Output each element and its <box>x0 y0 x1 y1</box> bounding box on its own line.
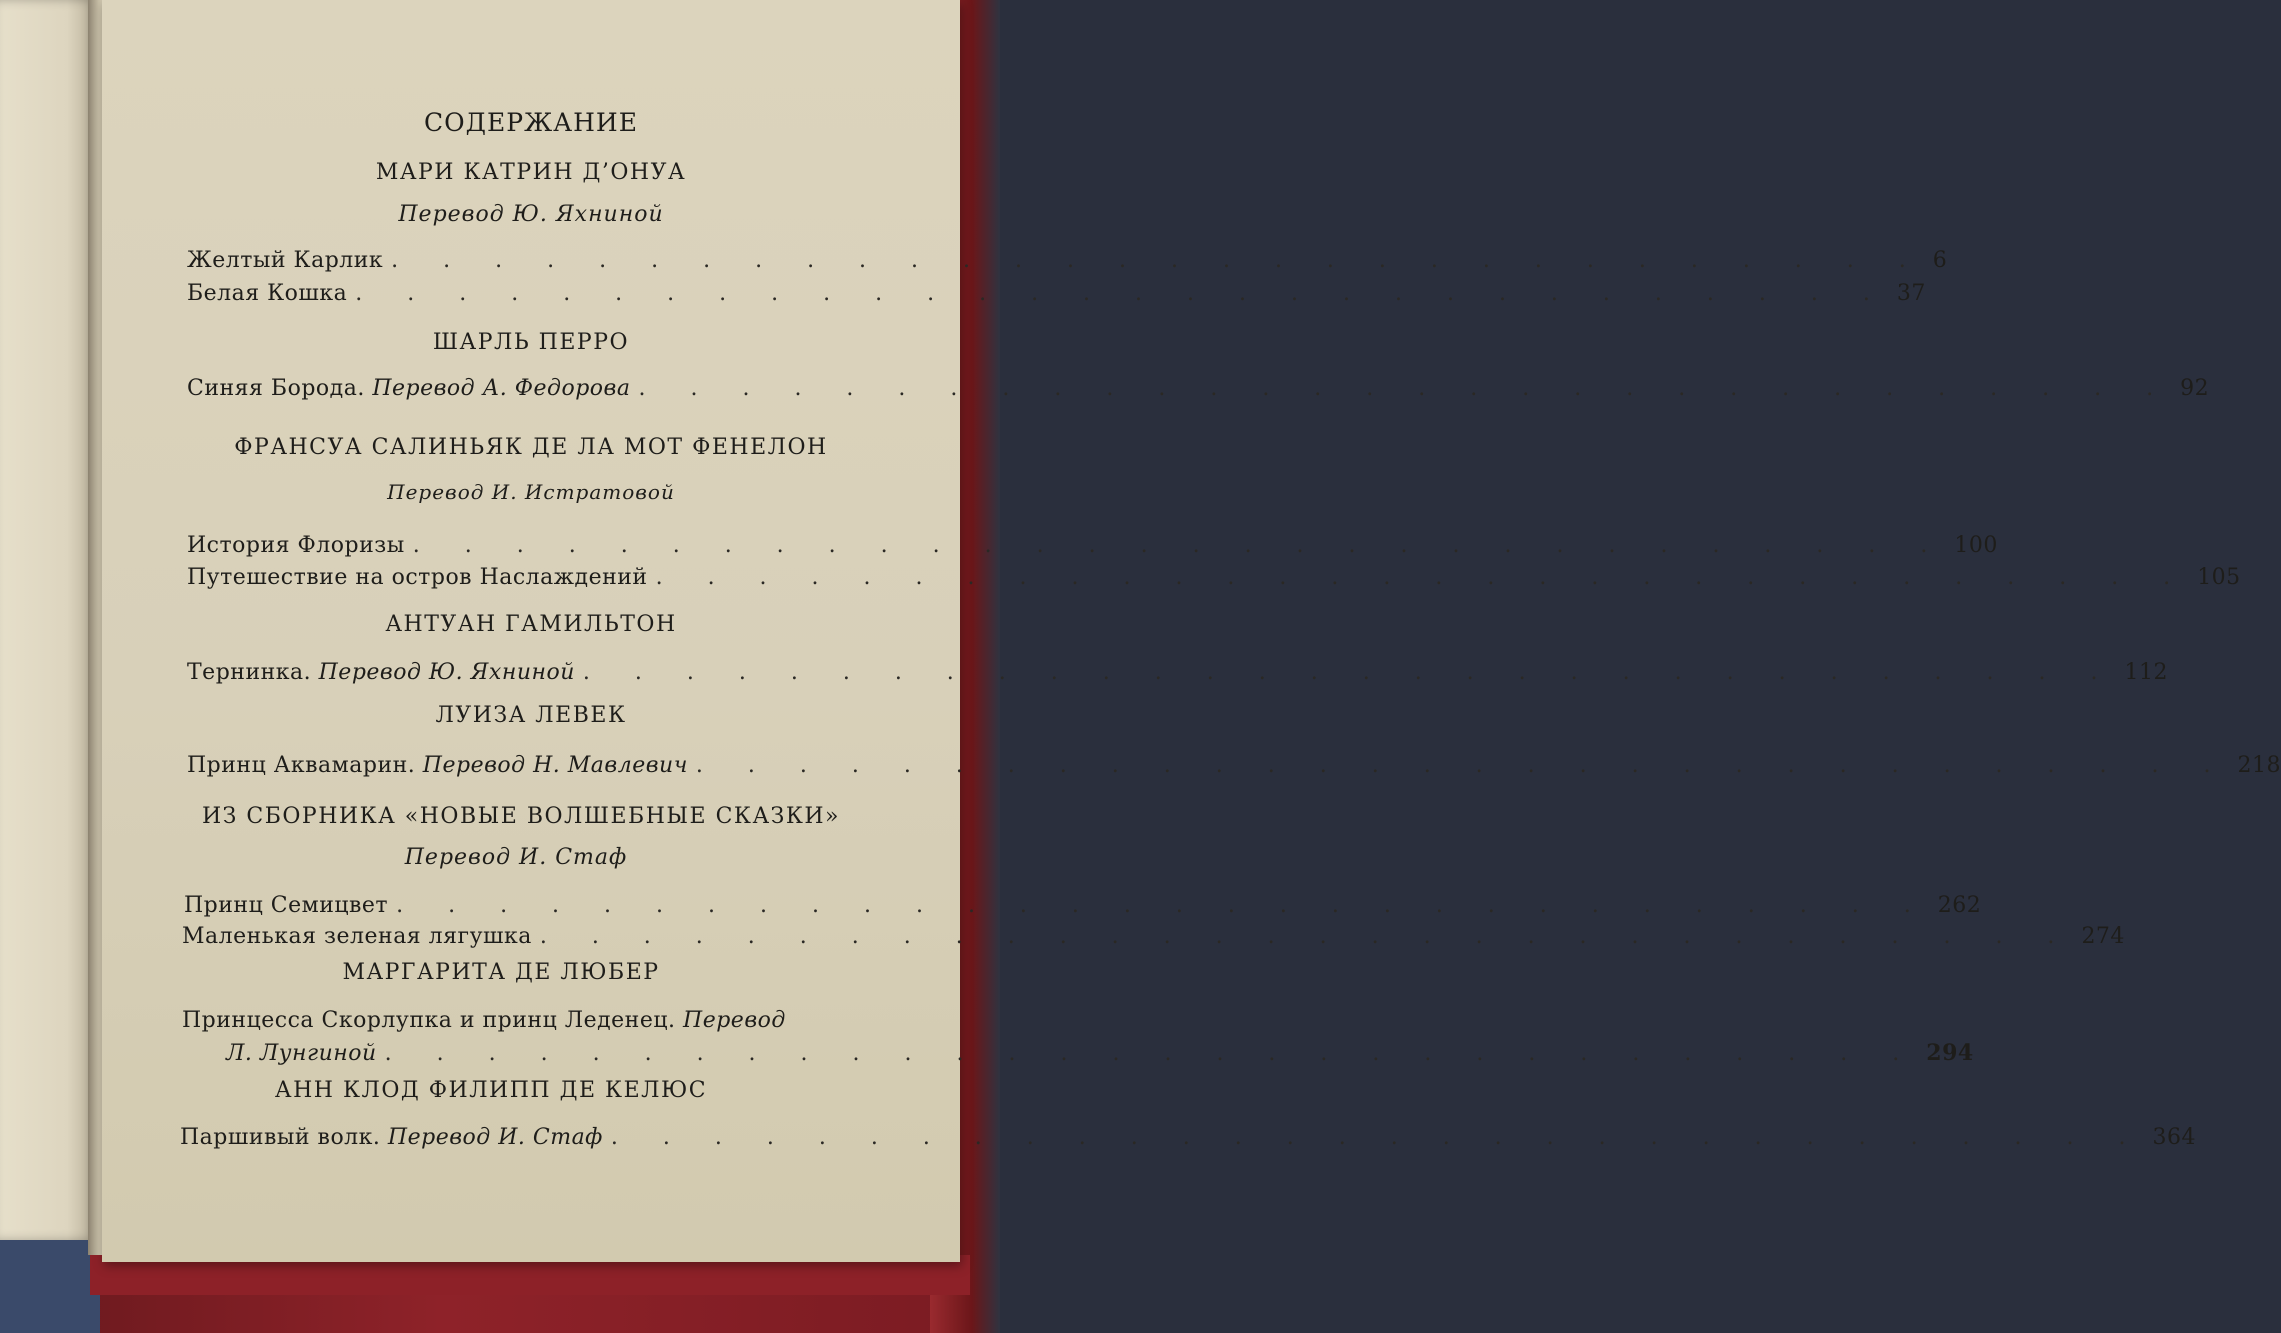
toc-entry[interactable] <box>187 248 1948 273</box>
dot-leader: . . . . . . . . . . . . . . . . . . . . . . . . . . . . . . <box>384 1041 1919 1066</box>
contents-page <box>102 0 2281 1262</box>
dot-leader: . . . . . . . . . . . . . . . . . . . . . . . . . . . . . . <box>355 281 1889 306</box>
dot-leader: . . . . . . . . . . . . . . . . . . . . . . . . . . . . . . <box>638 376 2173 401</box>
section-author: МАРГАРИТА ДЕ ЛЮБЕР <box>342 960 660 985</box>
page-number: 100 <box>1954 533 1998 558</box>
toc-entry[interactable] <box>187 565 2241 590</box>
dot-leader: . . . . . . . . . . . . . . . . . . . . . . . . . . . . . . <box>610 1125 2145 1150</box>
entry-title: Белая Кошка <box>187 281 348 306</box>
page-number: 105 <box>2197 565 2241 590</box>
dot-leader: . . . . . . . . . . . . . . . . . . . . . . . . . . . . . . <box>391 248 1925 273</box>
section-translator: Перевод И. Стаф <box>404 845 628 870</box>
toc-entry[interactable] <box>182 924 2125 949</box>
toc-entry[interactable] <box>184 893 1982 918</box>
toc-entry[interactable] <box>187 753 2281 778</box>
entry-translator: Перевод <box>683 1008 786 1033</box>
entry-title: Синяя Борода. Перевод А. Федорова <box>187 376 631 401</box>
entry-title: Путешествие на остров Наслаждений <box>187 565 648 590</box>
entry-title: История Флоризы <box>187 533 405 558</box>
dot-leader: . . . . . . . . . . . . . . . . . . . . . . . . . . . . . . <box>412 533 1947 558</box>
toc-entry[interactable] <box>180 1125 2197 1150</box>
entry-title: Принц Аквамарин. Перевод Н. Мавлевич <box>187 753 688 778</box>
toc-entry[interactable] <box>187 281 1926 306</box>
entry-translator: Перевод Н. Мавлевич <box>422 753 688 778</box>
toc-entry-continued[interactable] <box>226 1040 1974 1066</box>
page-number: 218 <box>2237 753 2281 778</box>
toc-entry[interactable] <box>187 660 2169 685</box>
entry-translator: Л. Лунгиной <box>226 1041 377 1066</box>
page-number: 6 <box>1932 248 1948 273</box>
left-page <box>0 0 96 1240</box>
page-number: 37 <box>1896 281 1926 306</box>
section-translator: Перевод И. Истратовой <box>387 480 675 504</box>
section-author: МАРИ КАТРИН Д’ОНУА <box>375 160 687 185</box>
entry-title: Принц Семицвет <box>184 893 389 918</box>
page-number: 92 <box>2180 376 2210 401</box>
entry-translator: Перевод Ю. Яхниной <box>318 660 575 685</box>
toc-entry[interactable] <box>182 1008 822 1033</box>
entry-title: Принцесса Скорлупка и принц Леденец. Перевод <box>182 1008 786 1033</box>
section-author: ИЗ СБОРНИКА «НОВЫЕ ВОЛШЕБНЫЕ СКАЗКИ» <box>202 804 840 829</box>
dot-leader: . . . . . . . . . . . . . . . . . . . . . . . . . . . . . . <box>655 565 2190 590</box>
entry-title: Паршивый волк. Перевод И. Стаф <box>180 1125 603 1150</box>
background-surface <box>0 1240 100 1333</box>
toc-entry[interactable] <box>187 376 2210 401</box>
entry-translator: Перевод И. Стаф <box>387 1125 603 1150</box>
entry-title: Маленькая зеленая лягушка <box>182 924 532 949</box>
page-number: 262 <box>1937 893 1982 918</box>
contents-title: СОДЕРЖАНИЕ <box>424 108 638 137</box>
page-number: 112 <box>2124 660 2169 685</box>
section-translator: Перевод Ю. Яхниной <box>398 202 664 227</box>
entry-title: Желтый Карлик <box>187 248 384 273</box>
section-author: ФРАНСУА САЛИНЬЯК ДЕ ЛА МОТ ФЕНЕЛОН <box>234 435 828 460</box>
dot-leader: . . . . . . . . . . . . . . . . . . . . . . . . . . . . . . <box>539 924 2074 949</box>
page-number: 364 <box>2152 1125 2197 1150</box>
page-number: 274 <box>2081 924 2125 949</box>
dot-leader: . . . . . . . . . . . . . . . . . . . . . . . . . . . . . . <box>695 753 2230 778</box>
section-author: АНН КЛОД ФИЛИПП ДЕ КЕЛЮС <box>274 1078 708 1103</box>
dot-leader: . . . . . . . . . . . . . . . . . . . . . . . . . . . . . . <box>396 893 1930 918</box>
page-number: 294 <box>1926 1040 1974 1066</box>
dot-leader: . . . . . . . . . . . . . . . . . . . . . . . . . . . . . . <box>582 660 2117 685</box>
entry-translator: Перевод А. Федорова <box>372 376 631 401</box>
section-author: АНТУАН ГАМИЛЬТОН <box>385 612 677 637</box>
section-author: ЛУИЗА ЛЕВЕК <box>435 703 627 728</box>
entry-title: Тернинка. Перевод Ю. Яхниной <box>187 660 575 685</box>
toc-entry[interactable] <box>187 533 1998 558</box>
section-author: ШАРЛЬ ПЕРРО <box>432 330 630 355</box>
